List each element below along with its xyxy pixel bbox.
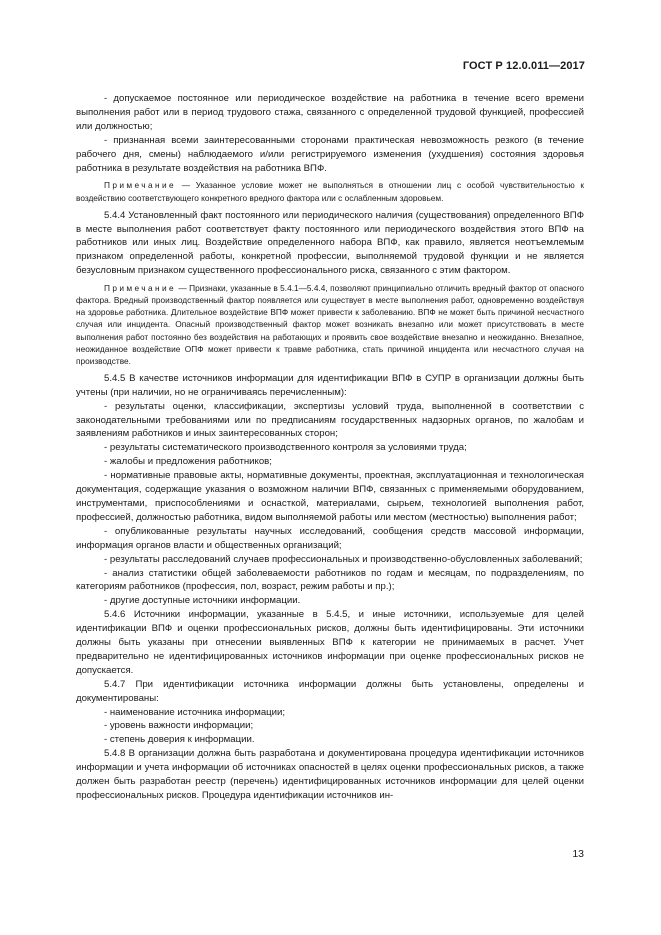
list-item: - другие доступные источники информации. <box>104 595 301 607</box>
paragraph: 5.4.4 Установленный факт постоянного или периодического наличия (существования) определенного ВПФ в месте выполнения работ соответствует факту постоянного или периодического воздействия этого ВПФ на работников или иных лиц. Воздействие определенного набора ВПФ, как правило, является неотъемлемым признаком определенной работы, конкретной профессии, выполняемой трудовой функции и не является безусловным признаком существенного профессионального риска, связанного с этим фактором. <box>76 209 584 277</box>
note <box>76 282 584 367</box>
list-item: - анализ статистики общей заболеваемости работников по годам и месяцам, по подразделениям, по категориям работников (профессия, пол, возраст, режим работы и пр.); <box>76 567 584 593</box>
list-item: - жалобы и предложения работников; <box>104 456 272 468</box>
note-text: — Признаки, указанные в 5.4.1—5.4.4, позволяют принципиально отличить вредный фактор от опасного фактора. Вредный производственный фактор появляется или существует в месте выполнения работ, одновременно воздействуя на здоровье работника. Длительное воздействие ВПФ может привести к заболеванию. ВПФ не может быть причиной несчастного случая или инцидента. Опасный производственный фактор может возникать внезапно или может присутствовать в месте выполнения работ постоянно без воздействия на работающих и проявить свое воздействие внезапно и неожиданно. Внезапное, неожиданное воздействие ОПФ может привести к травме работника, стать причиной инцидента или несчастного случая на производстве. <box>76 283 584 366</box>
list-item: - допускаемое постоянное или периодическое воздействие на работника в течение всего времени выполнения работ или в период трудового стажа, связанного с определенной трудовой функцией, профессией или должностью; <box>76 93 584 132</box>
paragraph: 5.4.8 В организации должна быть разработана и документирована процедура идентификации источников информации и учета информации об источниках опасностей в целях оценки профессиональных рисков, а также должен быть разработан реестр (перечень) идентифицированных источников информации для целей оценки профессиональных рисков. Процедура идентификации источников ин- <box>76 748 584 801</box>
list-item: - нормативные правовые акты, нормативные документы, проектная, эксплуатационная и технологическая документация, содержащие указания о возможном наличии ВПФ, связанных с применяемыми оборудованием, инструментами, приспособлениями и оснасткой, материалами, сырьем, технологией выполнения работ, профессией, должностью работника, видом выполняемой работы или местом (местностью) выполнения работ; <box>76 470 584 523</box>
note-label: Примечание <box>104 283 177 294</box>
list-item: - результаты расследований случаев профессиональных и производственно-обусловленных заболеваний; <box>104 553 583 565</box>
note-label: Примечание <box>104 180 177 191</box>
list-item: - опубликованные результаты научных исследований, сообщения средств массовой информации, информация органов власти и общественных организаций; <box>76 525 584 551</box>
page-number: 13 <box>572 848 584 860</box>
paragraph: 5.4.7 При идентификации источника информации должны быть установлены, определены и документированы: <box>76 678 584 704</box>
list-item: - наименование источника информации; <box>104 706 286 718</box>
list-item: - степень доверия к информации. <box>104 734 255 746</box>
note-text: — Указанное условие может не выполняться в отношении лиц с особой чувствительностью к воздействию соответствующего конкретного вредного фактора или с ослабленным здоровьем. <box>76 180 584 203</box>
document-header: ГОСТ Р 12.0.011—2017 <box>462 60 585 72</box>
paragraph: 5.4.5 В качестве источников информации для идентификации ВПФ в СУПР в организации должны быть учтены (при наличии, но не ограничиваясь перечисленным): <box>76 372 584 398</box>
list-item: - уровень важности информации; <box>104 720 254 732</box>
list-item: - результаты систематического производственного контроля за условиями труда; <box>104 442 467 454</box>
list-item: - результаты оценки, классификации, экспертизы условий труда, выполненной в соответствии с законодательными требованиями или по предписаниям государственных надзорных органов, по жалобам и заявлениям работников и иных заинтересованных сторон; <box>76 400 584 440</box>
list-item: - признанная всеми заинтересованными сторонами практическая невозможность резкого (в течение рабочего дня, смены) наблюдаемого и/или регистрируемого изменения (ухудшения) состояния здоровья работника в результате воздействия на работника ВПФ. <box>76 134 584 174</box>
document-body <box>76 92 584 803</box>
paragraph: 5.4.6 Источники информации, указанные в 5.4.5, и иные источники, используемые для целей идентификации ВПФ и оценки профессиональных рисков, должны быть идентифицированы. Эти источники должны быть указаны при отнесении выявленных ВПФ к категории не принимаемых в расчет. Учет предварительно не идентифицированных источников информации при оценке профессиональных рисков не допускается. <box>76 609 584 676</box>
note <box>76 179 584 203</box>
